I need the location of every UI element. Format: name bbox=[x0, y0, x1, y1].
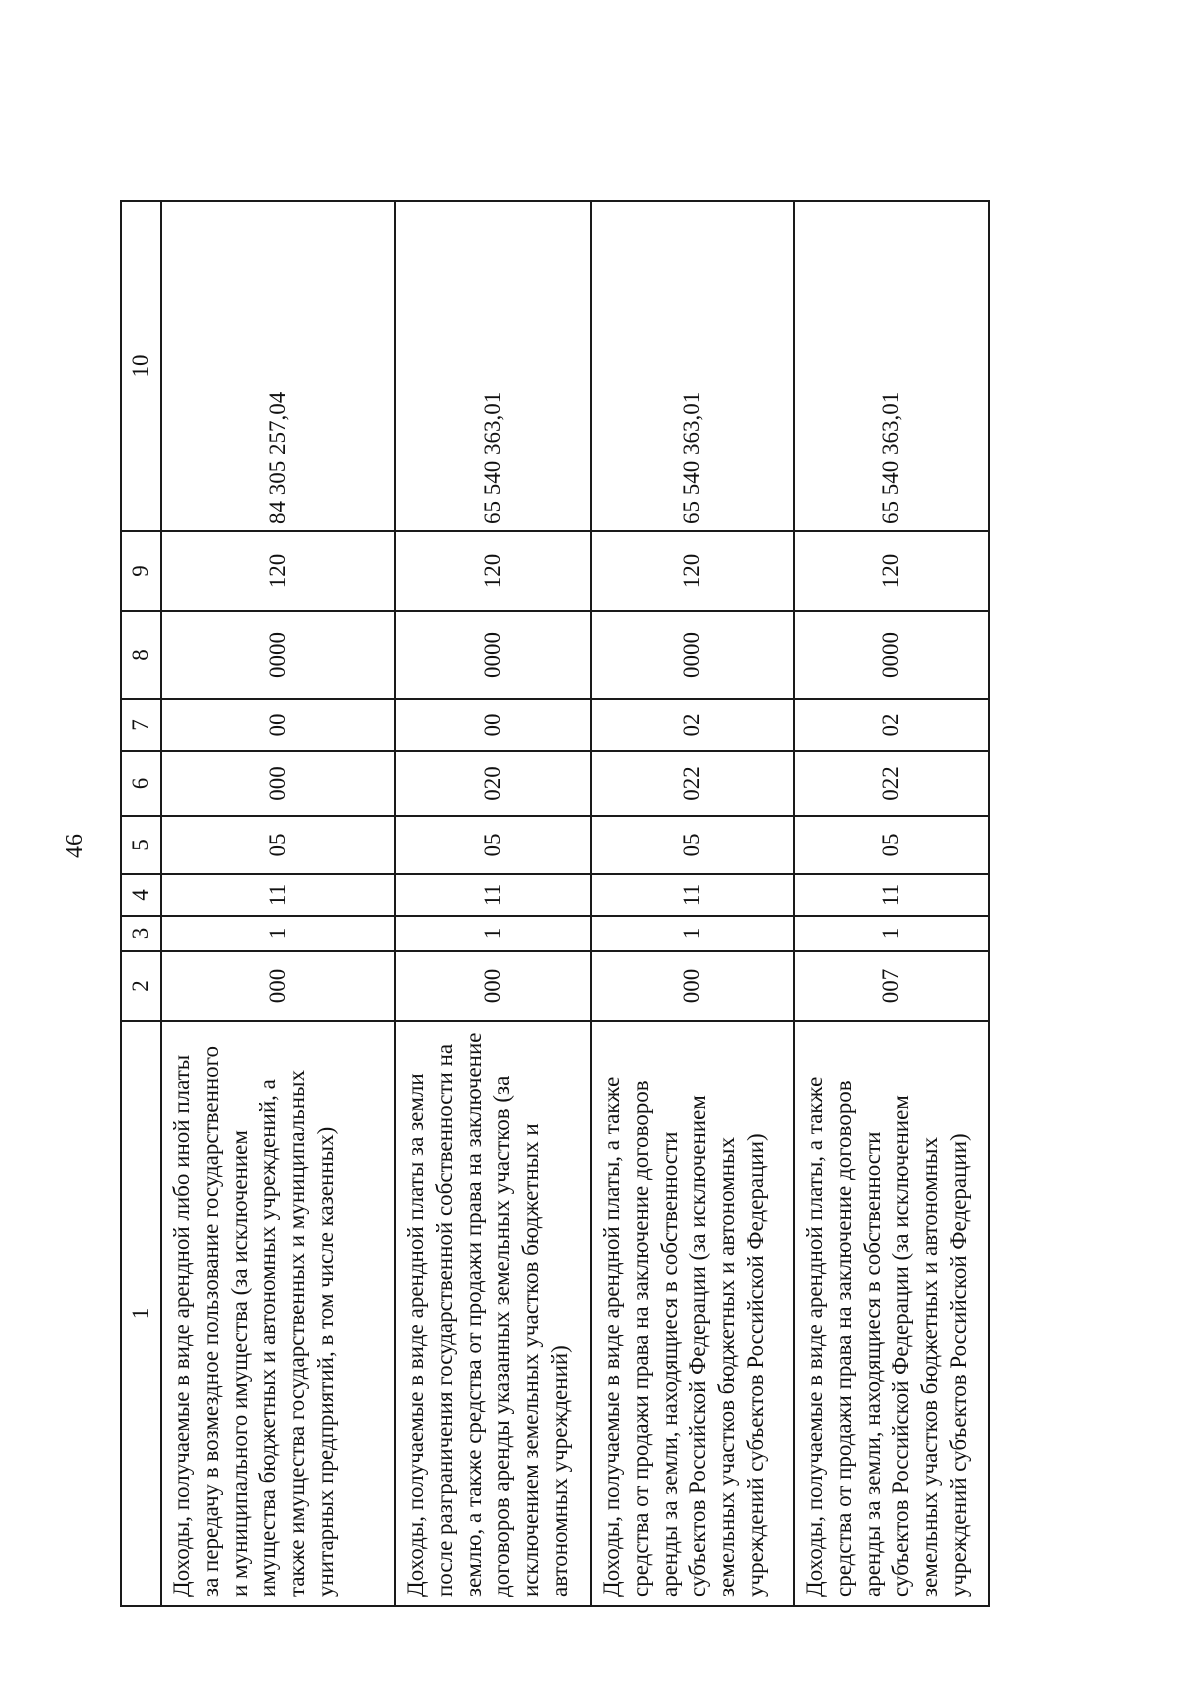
header-cell: 3 bbox=[121, 916, 161, 951]
row-description: Доходы, получаемые в виде арендной платы за земли после разграничения государственной собственности на землю, а также средства от продажи права на заключение договоров аренды указанных земельных участков (за исключением земельных участков бюджетных и автономных учреждений) bbox=[395, 1021, 591, 1606]
header-cell: 7 bbox=[121, 699, 161, 751]
header-cell: 8 bbox=[121, 611, 161, 699]
row-element-code: 02 bbox=[591, 699, 794, 751]
row-subarticle-code: 022 bbox=[591, 751, 794, 816]
row-economic-code: 120 bbox=[395, 531, 591, 611]
row-admin-code: 000 bbox=[395, 951, 591, 1021]
row-article-code: 05 bbox=[395, 816, 591, 874]
budget-income-table bbox=[120, 200, 990, 1607]
row-article-code: 05 bbox=[161, 816, 395, 874]
row-subarticle-code: 000 bbox=[161, 751, 395, 816]
row-description: Доходы, получаемые в виде арендной либо иной платы за передачу в возмездное пользование государственного и муниципального имущества (за исключением имущества бюджетных и автономных учреждений, а также имущества государственных и муниципальных унитарных предприятий, в том числе казенных) bbox=[161, 1021, 395, 1606]
row-program-code: 0000 bbox=[591, 611, 794, 699]
row-economic-code: 120 bbox=[161, 531, 395, 611]
row-economic-code: 120 bbox=[794, 531, 989, 611]
header-cell: 10 bbox=[121, 201, 161, 531]
row-admin-code: 007 bbox=[794, 951, 989, 1021]
row-economic-code: 120 bbox=[591, 531, 794, 611]
table-row bbox=[794, 201, 989, 1606]
row-program-code: 0000 bbox=[794, 611, 989, 699]
row-description: Доходы, получаемые в виде арендной платы, а также средства от продажи права на заключение договоров аренды за земли, находящиеся в собственности субъектов Российской Федерации (за исключением земельных участков бюджетных и автономных учреждений субъектов Российской Федерации) bbox=[591, 1021, 794, 1606]
row-amount: 65 540 363,01 bbox=[794, 201, 989, 531]
header-cell: 5 bbox=[121, 816, 161, 874]
row-program-code: 0000 bbox=[395, 611, 591, 699]
row-admin-code: 000 bbox=[161, 951, 395, 1021]
row-element-code: 00 bbox=[161, 699, 395, 751]
row-subgroup-code: 11 bbox=[161, 874, 395, 916]
table-row bbox=[161, 201, 395, 1606]
header-cell: 6 bbox=[121, 751, 161, 816]
table-row bbox=[591, 201, 794, 1606]
row-program-code: 0000 bbox=[161, 611, 395, 699]
row-subarticle-code: 022 bbox=[794, 751, 989, 816]
row-group-code: 1 bbox=[591, 916, 794, 951]
header-cell: 2 bbox=[121, 951, 161, 1021]
row-amount: 84 305 257,04 bbox=[161, 201, 395, 531]
row-subgroup-code: 11 bbox=[395, 874, 591, 916]
header-cell: 4 bbox=[121, 874, 161, 916]
row-amount: 65 540 363,01 bbox=[395, 201, 591, 531]
page-number: 46 bbox=[62, 834, 88, 858]
row-group-code: 1 bbox=[395, 916, 591, 951]
row-description: Доходы, получаемые в виде арендной платы, а также средства от продажи права на заключение договоров аренды за земли, находящиеся в собственности субъектов Российской Федерации (за исключением земельных участков бюджетных и автономных учреждений субъектов Российской Федерации) bbox=[794, 1021, 989, 1606]
header-cell: 1 bbox=[121, 1021, 161, 1606]
row-element-code: 00 bbox=[395, 699, 591, 751]
row-subarticle-code: 020 bbox=[395, 751, 591, 816]
row-group-code: 1 bbox=[161, 916, 395, 951]
row-subgroup-code: 11 bbox=[591, 874, 794, 916]
table-row bbox=[395, 201, 591, 1606]
row-subgroup-code: 11 bbox=[794, 874, 989, 916]
row-group-code: 1 bbox=[794, 916, 989, 951]
row-article-code: 05 bbox=[591, 816, 794, 874]
rotated-table-frame bbox=[120, 202, 990, 1607]
header-row bbox=[121, 201, 161, 1606]
row-element-code: 02 bbox=[794, 699, 989, 751]
header-cell: 9 bbox=[121, 531, 161, 611]
row-admin-code: 000 bbox=[591, 951, 794, 1021]
row-amount: 65 540 363,01 bbox=[591, 201, 794, 531]
row-article-code: 05 bbox=[794, 816, 989, 874]
